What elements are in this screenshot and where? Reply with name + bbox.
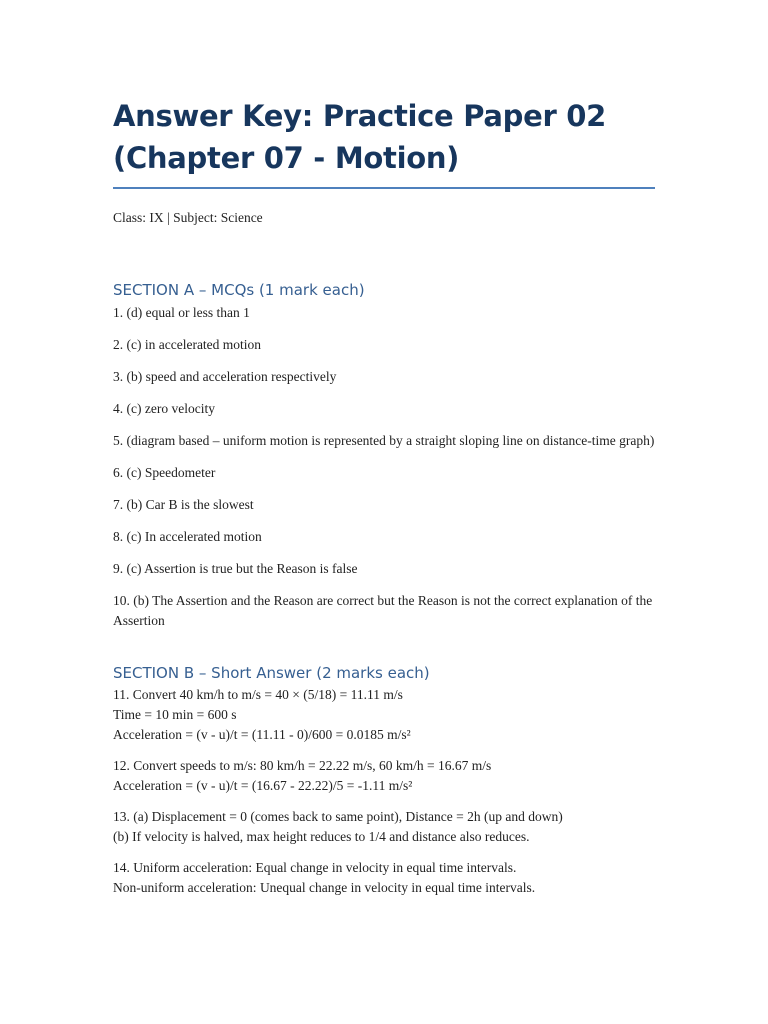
answer-item: 9. (c) Assertion is true but the Reason is false — [113, 561, 358, 576]
section-a-answers — [113, 303, 658, 631]
answer-item: 7. (b) Car B is the slowest — [113, 497, 254, 512]
answer-line: 12. Convert speeds to m/s: 80 km/h = 22.22 m/s, 60 km/h = 16.67 m/s — [113, 758, 492, 773]
answer-item — [113, 685, 658, 745]
answer-item: 6. (c) Speedometer — [113, 465, 216, 480]
answer-line: Acceleration = (v - u)/t = (11.11 - 0)/600 = 0.0185 m/s² — [113, 727, 411, 742]
answer-item — [113, 858, 658, 898]
answer-item: 4. (c) zero velocity — [113, 401, 215, 416]
answer-line: 13. (a) Displacement = 0 (comes back to same point), Distance = 2h (up and down) — [113, 809, 563, 824]
answer-line: Non-uniform acceleration: Unequal change in velocity in equal time intervals. — [113, 880, 536, 895]
answer-item: 5. (diagram based – uniform motion is represented by a straight sloping line on distance-time graph) — [113, 433, 655, 448]
answer-line: 14. Uniform acceleration: Equal change in velocity in equal time intervals. — [113, 860, 517, 875]
answer-line: 11. Convert 40 km/h to m/s = 40 × (5/18) = 11.11 m/s — [113, 687, 403, 702]
answer-item — [113, 756, 658, 796]
answer-item: 8. (c) In accelerated motion — [113, 529, 262, 544]
class-subject-line: Class: IX | Subject: Science — [113, 210, 263, 225]
document-page — [113, 0, 658, 898]
answer-line: Acceleration = (v - u)/t = (16.67 - 22.22)/5 = -1.11 m/s² — [113, 778, 413, 793]
document-title: Answer Key: Practice Paper 02 (Chapter 07 - Motion) — [113, 99, 607, 175]
answer-item: 10. (b) The Assertion and the Reason are correct but the Reason is not the correct explanation of the Assertion — [113, 593, 653, 628]
section-b-heading: SECTION B – Short Answer (2 marks each) — [113, 664, 430, 682]
answer-line: Time = 10 min = 600 s — [113, 707, 237, 722]
answer-line: (b) If velocity is halved, max height reduces to 1/4 and distance also reduces. — [113, 829, 530, 844]
answer-item: 2. (c) in accelerated motion — [113, 337, 262, 352]
section-b-answers — [113, 685, 658, 898]
answer-item: 1. (d) equal or less than 1 — [113, 305, 250, 320]
answer-item — [113, 807, 658, 847]
answer-item: 3. (b) speed and acceleration respectively — [113, 369, 337, 384]
section-a-heading: SECTION A – MCQs (1 mark each) — [113, 281, 365, 299]
title-divider — [113, 187, 655, 189]
